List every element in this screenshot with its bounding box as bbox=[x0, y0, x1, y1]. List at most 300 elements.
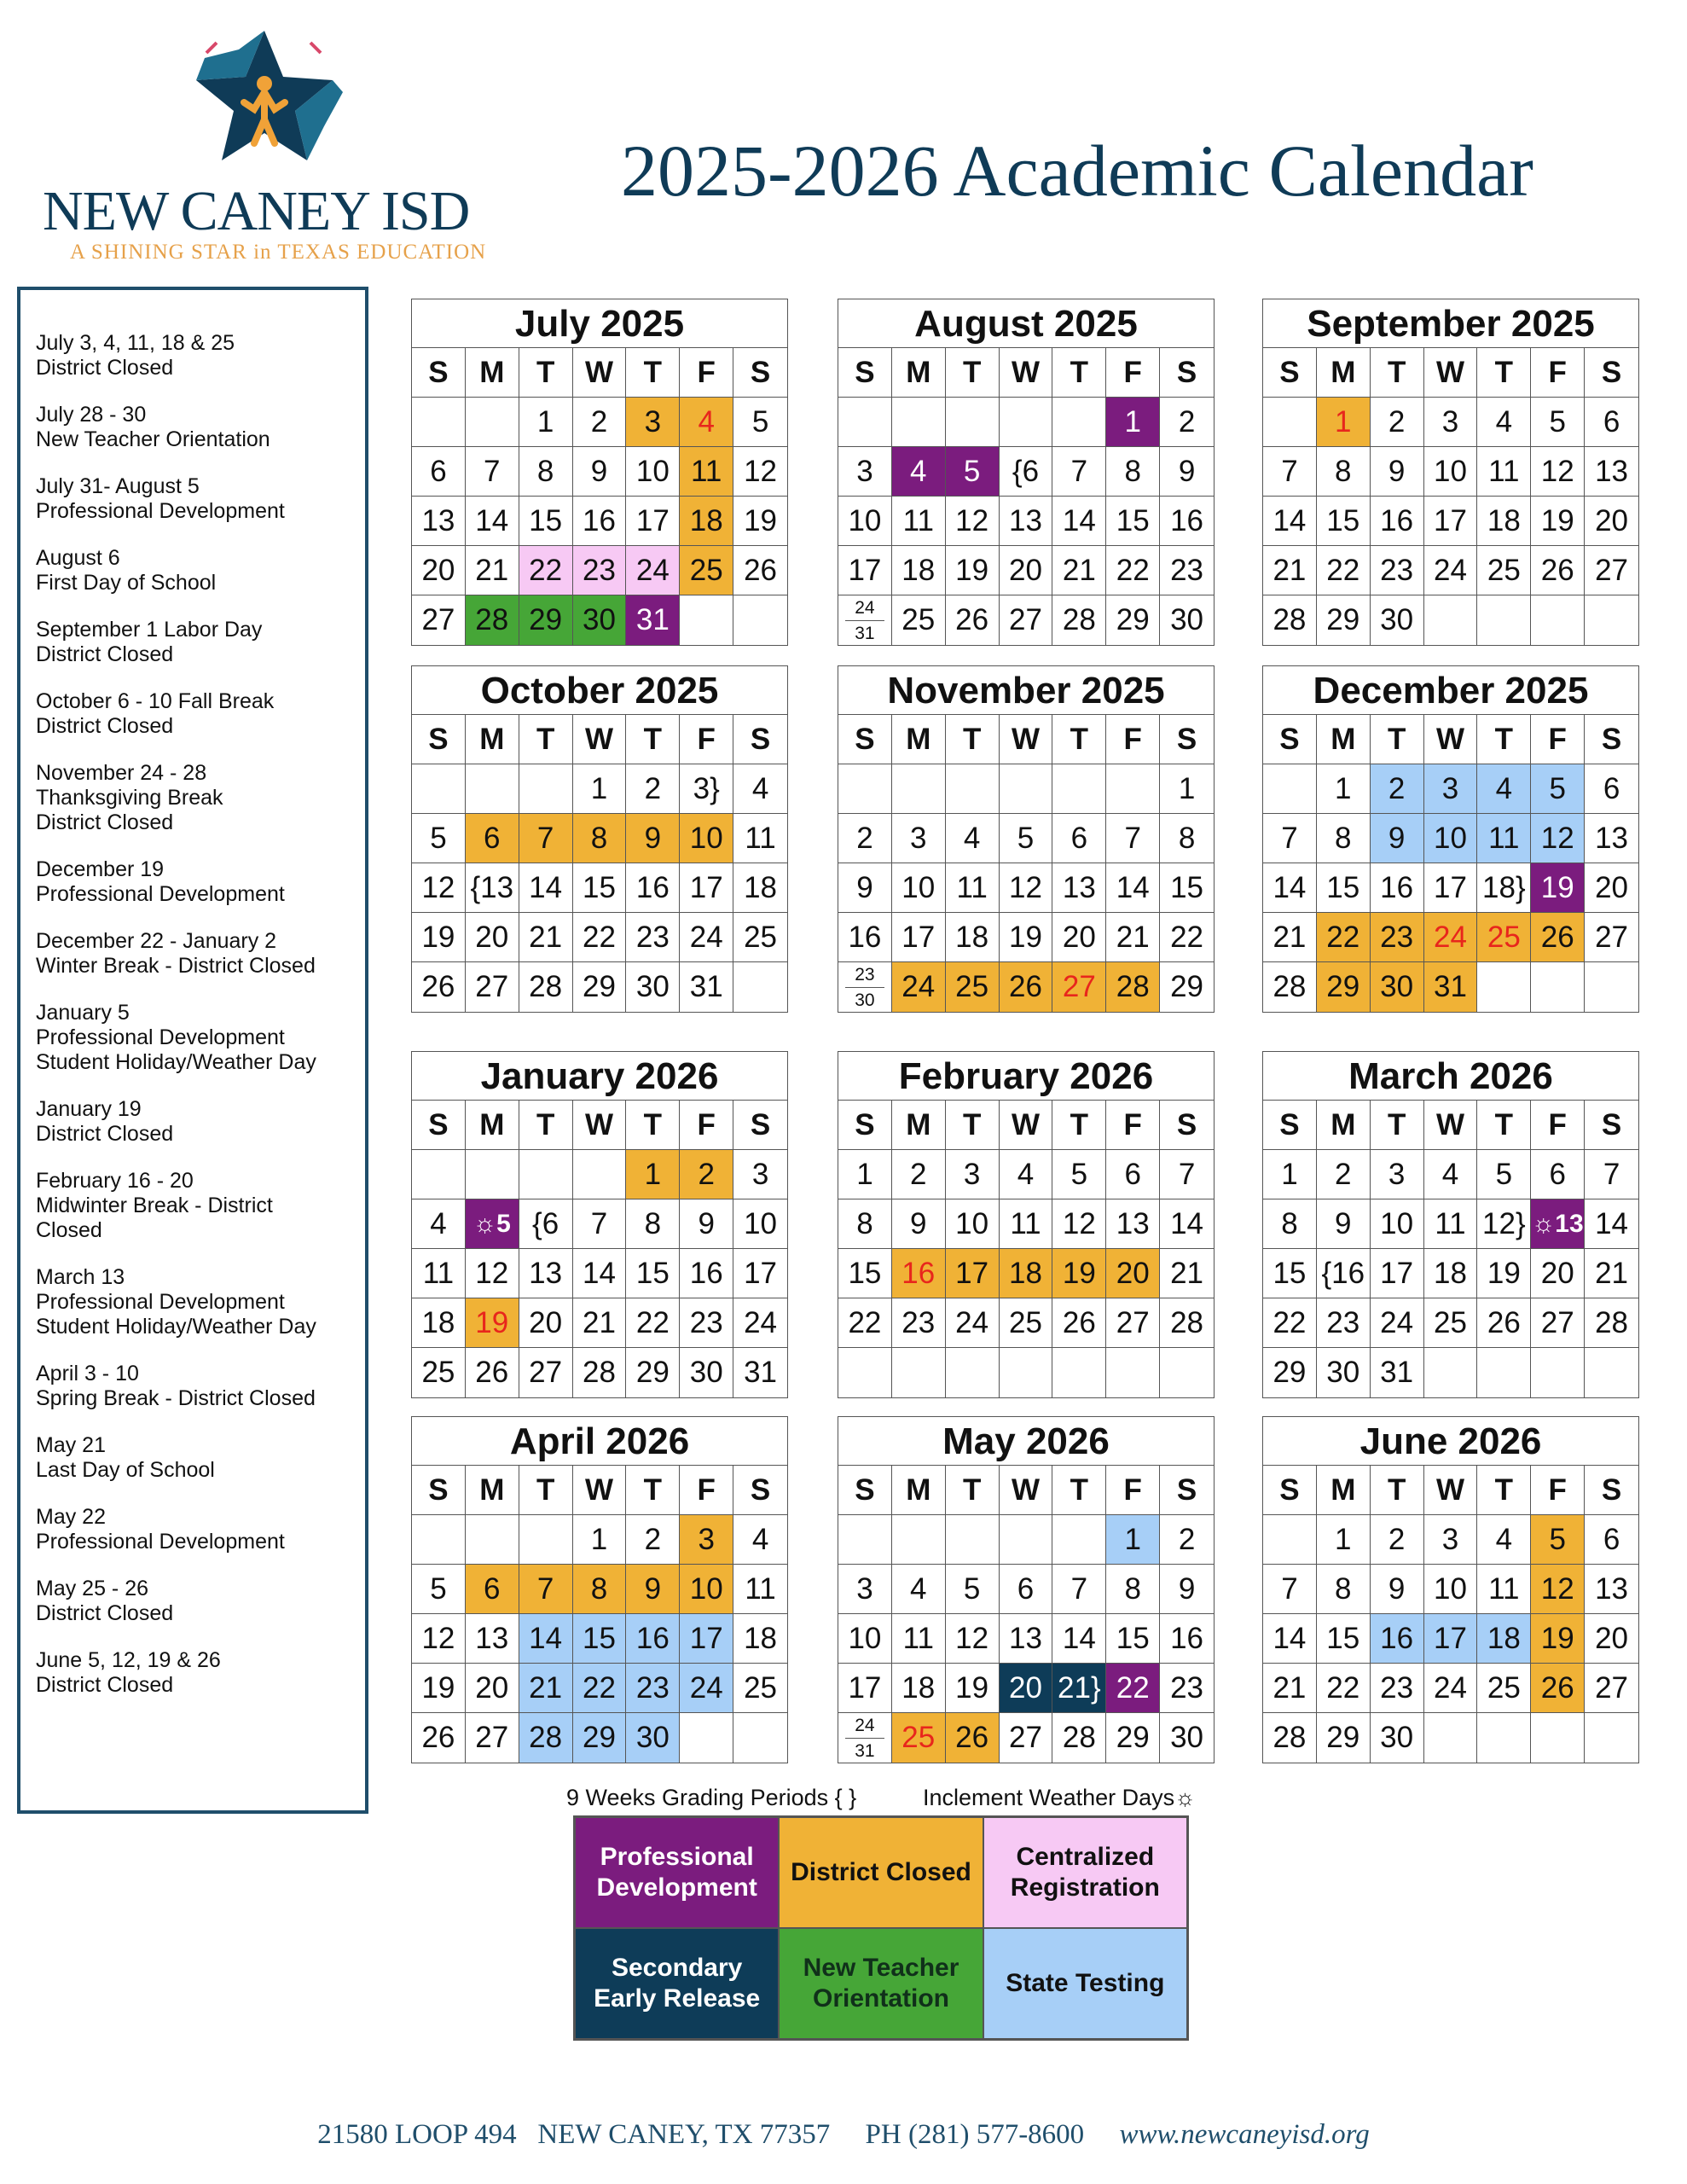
event-date: February 16 - 20 bbox=[36, 1169, 194, 1193]
empty-day-cell bbox=[412, 1515, 466, 1565]
day-cell: 7 bbox=[1052, 1565, 1106, 1614]
empty-day-cell bbox=[946, 764, 1000, 814]
event-date: December 22 - January 2 bbox=[36, 929, 277, 953]
empty-day-cell bbox=[733, 1713, 787, 1763]
footer-phone: PH (281) 577-8600 bbox=[865, 2119, 1085, 2150]
day-cell: 21 bbox=[1052, 546, 1106, 595]
month-calendar bbox=[411, 1416, 788, 1763]
day-cell: 28 bbox=[466, 595, 519, 645]
weekday-header: F bbox=[1106, 1466, 1160, 1515]
day-cell: 6 bbox=[466, 1565, 519, 1614]
day-cell: 18 bbox=[1477, 497, 1531, 546]
legend-item: New Teacher Orientation bbox=[779, 1928, 983, 2039]
day-cell: 20 bbox=[466, 1664, 519, 1713]
weekday-header: W bbox=[1000, 348, 1053, 398]
weekday-header: T bbox=[1052, 1466, 1106, 1515]
weekday-header: W bbox=[573, 1101, 627, 1150]
event-date: July 3, 4, 11, 18 & 25 bbox=[36, 331, 235, 355]
empty-day-cell bbox=[1424, 1713, 1478, 1763]
event-date: December 19 bbox=[36, 857, 165, 881]
day-cell: 9 bbox=[1371, 1565, 1424, 1614]
day-cell: 31 bbox=[744, 1356, 778, 1389]
event-description: District Closed bbox=[36, 1601, 174, 1625]
day-cell: 27 bbox=[466, 1713, 519, 1763]
empty-day-cell bbox=[1585, 595, 1638, 645]
weekday-header: T bbox=[626, 1101, 680, 1150]
empty-day-cell bbox=[1160, 1348, 1214, 1397]
day-cell: 14 bbox=[1263, 1614, 1317, 1664]
empty-day-cell bbox=[1000, 764, 1053, 814]
empty-day-cell bbox=[946, 398, 1000, 447]
day-cell: 18 bbox=[412, 1298, 466, 1348]
weekday-header: F bbox=[1106, 715, 1160, 764]
empty-day-cell bbox=[1263, 764, 1317, 814]
day-cell: 27 bbox=[1585, 913, 1638, 962]
weekday-header: M bbox=[466, 1466, 519, 1515]
month-title: April 2026 bbox=[412, 1417, 787, 1466]
event-date: November 24 - 28 bbox=[36, 761, 207, 785]
day-cell: 16 bbox=[1160, 1614, 1214, 1664]
day-cell: 26 bbox=[1531, 546, 1585, 595]
day-cell: 23 bbox=[1371, 1664, 1424, 1713]
day-divider bbox=[845, 620, 884, 621]
footer-address: 21580 LOOP 494 NEW CANEY, TX 77357 bbox=[317, 2119, 831, 2150]
day-cell: 8 bbox=[519, 447, 573, 497]
day-cell: 24 bbox=[946, 1298, 1000, 1348]
day-cell: 23 bbox=[1371, 546, 1424, 595]
day-cell: 27 bbox=[1106, 1298, 1160, 1348]
day-number: 31 bbox=[855, 1741, 875, 1761]
day-cell: 16 bbox=[1160, 497, 1214, 546]
weekday-header: S bbox=[733, 348, 787, 398]
month-title: November 2025 bbox=[838, 666, 1214, 715]
weekday-header: T bbox=[519, 1101, 573, 1150]
day-cell: 4 bbox=[892, 447, 946, 497]
weekday-header: T bbox=[1371, 715, 1424, 764]
day-cell: 23 bbox=[1371, 913, 1424, 962]
day-cell: 31 bbox=[1424, 962, 1478, 1012]
day-cell: 17 bbox=[892, 913, 946, 962]
weekday-header: W bbox=[1424, 1466, 1478, 1515]
day-cell: 23 bbox=[892, 1298, 946, 1348]
day-cell: 28 bbox=[1263, 595, 1317, 645]
empty-day-cell bbox=[1531, 1713, 1585, 1763]
day-cell: 2 bbox=[626, 1515, 680, 1565]
empty-day-cell bbox=[892, 1515, 946, 1565]
day-cell: 4 bbox=[733, 1515, 787, 1565]
day-cell: 24 bbox=[892, 962, 946, 1012]
weekday-header: S bbox=[733, 1466, 787, 1515]
day-cell: 17 bbox=[838, 546, 892, 595]
empty-day-cell bbox=[892, 1348, 946, 1397]
day-cell: 29 bbox=[573, 962, 627, 1012]
footer-website[interactable]: www.newcaneyisd.org bbox=[1119, 2119, 1370, 2150]
weekday-header: T bbox=[1477, 715, 1531, 764]
day-cell: 31 bbox=[680, 962, 733, 1012]
day-cell: 18 bbox=[733, 863, 787, 913]
month-grid bbox=[412, 1466, 787, 1763]
day-cell: 18 bbox=[1424, 1249, 1478, 1298]
day-cell: 25 bbox=[946, 962, 1000, 1012]
weekday-header: T bbox=[1371, 348, 1424, 398]
page-title: 2025-2026 Academic Calendar bbox=[621, 130, 1533, 212]
day-cell: 7 bbox=[519, 1565, 573, 1614]
day-cell: 2 bbox=[573, 398, 627, 447]
day-cell: 14 bbox=[573, 1249, 627, 1298]
day-cell: 8 bbox=[1106, 447, 1160, 497]
day-cell: 24 bbox=[733, 1298, 787, 1348]
star-logo-icon bbox=[154, 24, 375, 177]
event-description: Professional Development bbox=[36, 499, 285, 523]
important-date-entry bbox=[36, 474, 357, 524]
day-cell: 22 bbox=[1317, 913, 1371, 962]
weekday-header: M bbox=[892, 1466, 946, 1515]
empty-day-cell bbox=[466, 398, 519, 447]
day-cell: 20 bbox=[519, 1298, 573, 1348]
footer-contact bbox=[0, 2119, 1687, 2151]
day-cell: 10 bbox=[1424, 1565, 1478, 1614]
day-cell: 19 bbox=[733, 497, 787, 546]
weekday-header: W bbox=[573, 715, 627, 764]
day-cell: 14 bbox=[1052, 497, 1106, 546]
weekday-header: S bbox=[1263, 1101, 1317, 1150]
day-cell: 9 bbox=[1160, 1565, 1214, 1614]
day-cell: 17 bbox=[680, 1614, 733, 1664]
day-cell: 26 bbox=[466, 1348, 519, 1397]
day-cell: 11 bbox=[892, 497, 946, 546]
day-cell: 30 bbox=[626, 1713, 680, 1763]
day-cell: 25 bbox=[1424, 1298, 1478, 1348]
empty-day-cell bbox=[838, 398, 892, 447]
day-cell: 6 bbox=[1531, 1150, 1585, 1199]
weekday-header: S bbox=[1160, 1101, 1214, 1150]
day-cell: 5 bbox=[1531, 764, 1585, 814]
day-cell: 1 bbox=[1317, 764, 1371, 814]
day-cell: 3 bbox=[1424, 398, 1478, 447]
important-date-entry bbox=[36, 1001, 357, 1075]
day-cell: 4 bbox=[1000, 1150, 1053, 1199]
weekday-header: F bbox=[1106, 348, 1160, 398]
event-description: Closed bbox=[36, 1218, 102, 1242]
day-cell: 10 bbox=[1371, 1199, 1424, 1249]
month-grid bbox=[1263, 348, 1638, 645]
day-cell: 7 bbox=[1585, 1150, 1638, 1199]
day-cell: 18 bbox=[1000, 1249, 1053, 1298]
day-cell: 22 bbox=[1263, 1298, 1317, 1348]
day-cell: 20 bbox=[1585, 1614, 1638, 1664]
empty-day-cell bbox=[1531, 595, 1585, 645]
empty-day-cell bbox=[519, 764, 573, 814]
day-cell: 25 bbox=[892, 1713, 946, 1763]
day-cell: 23 bbox=[626, 913, 680, 962]
day-cell: 13 bbox=[1052, 863, 1106, 913]
day-cell: 14 bbox=[1160, 1199, 1214, 1249]
day-cell: 14 bbox=[1052, 1614, 1106, 1664]
important-date-entry bbox=[36, 1362, 357, 1411]
month-calendar bbox=[838, 1051, 1215, 1398]
day-cell: 17 bbox=[1424, 863, 1478, 913]
event-date: January 19 bbox=[36, 1097, 142, 1121]
month-grid bbox=[838, 1466, 1214, 1763]
weekday-header: M bbox=[1317, 1101, 1371, 1150]
day-cell: 12 bbox=[733, 447, 787, 497]
day-cell: 8 bbox=[1160, 814, 1214, 863]
day-cell: 3 bbox=[733, 1150, 787, 1199]
event-description: District Closed bbox=[36, 1122, 174, 1146]
day-cell: 29 bbox=[1263, 1348, 1317, 1397]
day-cell: 23 bbox=[573, 546, 627, 595]
empty-day-cell bbox=[466, 1515, 519, 1565]
legend-item: Professional Development bbox=[575, 1817, 779, 1928]
day-cell: 13 bbox=[466, 1614, 519, 1664]
event-date: September 1 Labor Day bbox=[36, 618, 263, 642]
day-cell: 11 bbox=[1000, 1199, 1053, 1249]
empty-day-cell bbox=[1585, 1348, 1638, 1397]
shared-day-cell bbox=[838, 962, 892, 1012]
day-cell: 31 bbox=[626, 595, 680, 645]
day-cell: 28 bbox=[519, 1713, 573, 1763]
day-cell: {16 bbox=[1317, 1249, 1371, 1298]
month-grid bbox=[412, 1101, 787, 1397]
day-cell: 24 bbox=[626, 546, 680, 595]
day-cell: 25 bbox=[1477, 913, 1531, 962]
day-cell: 28 bbox=[1106, 962, 1160, 1012]
day-cell: 19 bbox=[1531, 863, 1585, 913]
day-cell: 1 bbox=[1160, 764, 1214, 814]
day-cell: 3 bbox=[838, 447, 892, 497]
day-divider bbox=[845, 987, 884, 988]
day-cell: 18 bbox=[892, 1664, 946, 1713]
weekday-header: T bbox=[946, 348, 1000, 398]
day-cell: 13 bbox=[1585, 447, 1638, 497]
empty-day-cell bbox=[892, 764, 946, 814]
day-cell: 30 bbox=[573, 595, 627, 645]
day-cell: 9 bbox=[838, 863, 892, 913]
day-cell: 10 bbox=[680, 1565, 733, 1614]
important-date-entry bbox=[36, 761, 357, 835]
weekday-header: M bbox=[1317, 715, 1371, 764]
day-cell: 29 bbox=[1317, 1713, 1371, 1763]
day-cell: 4 bbox=[1477, 398, 1531, 447]
day-cell: 15 bbox=[519, 497, 573, 546]
day-cell: 15 bbox=[1106, 1614, 1160, 1664]
day-cell: 22 bbox=[1160, 913, 1214, 962]
day-cell: 18 bbox=[733, 1614, 787, 1664]
empty-day-cell bbox=[1424, 1348, 1478, 1397]
day-cell: ☼13 bbox=[1531, 1199, 1585, 1249]
day-cell: 26 bbox=[412, 1713, 466, 1763]
empty-day-cell bbox=[1106, 1348, 1160, 1397]
empty-day-cell bbox=[1585, 962, 1638, 1012]
day-cell: {6 bbox=[519, 1199, 573, 1249]
day-cell: 10 bbox=[838, 497, 892, 546]
day-cell: 22 bbox=[519, 546, 573, 595]
day-cell: 23 bbox=[1160, 546, 1214, 595]
month-title: December 2025 bbox=[1263, 666, 1638, 715]
day-cell: 22 bbox=[1106, 546, 1160, 595]
day-cell: 20 bbox=[1531, 1249, 1585, 1298]
weekday-header: T bbox=[1477, 1466, 1531, 1515]
day-cell: 20 bbox=[1585, 863, 1638, 913]
day-cell: 16 bbox=[1371, 863, 1424, 913]
month-calendar bbox=[411, 665, 788, 1013]
empty-day-cell bbox=[1052, 1515, 1106, 1565]
day-cell: 6 bbox=[412, 447, 466, 497]
day-cell: 7 bbox=[1263, 814, 1317, 863]
day-cell: 17 bbox=[838, 1664, 892, 1713]
day-cell: 1 bbox=[573, 764, 627, 814]
month-title: May 2026 bbox=[838, 1417, 1214, 1466]
day-number: 31 bbox=[855, 624, 875, 643]
day-cell: 1 bbox=[573, 1515, 627, 1565]
day-cell: 15 bbox=[1317, 863, 1371, 913]
event-description: Midwinter Break - District bbox=[36, 1194, 273, 1217]
day-cell: 5 bbox=[412, 1565, 466, 1614]
month-calendar bbox=[838, 665, 1215, 1013]
weekday-header: S bbox=[838, 348, 892, 398]
weekday-header: S bbox=[1585, 715, 1638, 764]
day-cell: 5 bbox=[1477, 1150, 1531, 1199]
day-cell: 1 bbox=[1317, 398, 1371, 447]
day-cell: 18 bbox=[680, 497, 733, 546]
day-cell: 8 bbox=[838, 1199, 892, 1249]
day-cell: 4 bbox=[680, 398, 733, 447]
weekday-header: S bbox=[412, 1466, 466, 1515]
event-date: May 21 bbox=[36, 1433, 106, 1457]
day-cell: 25 bbox=[733, 913, 787, 962]
day-cell: 23 bbox=[680, 1298, 733, 1348]
empty-day-cell bbox=[733, 595, 787, 645]
day-cell: 13 bbox=[1000, 497, 1053, 546]
event-description: Student Holiday/Weather Day bbox=[36, 1050, 316, 1074]
day-cell: 29 bbox=[626, 1348, 680, 1397]
important-date-entry bbox=[36, 331, 357, 380]
day-cell: 3 bbox=[838, 1565, 892, 1614]
day-cell: 21 bbox=[1263, 1664, 1317, 1713]
day-cell: 17 bbox=[1424, 1614, 1478, 1664]
important-date-entry bbox=[36, 618, 357, 667]
event-date: June 5, 12, 19 & 26 bbox=[36, 1648, 221, 1672]
day-cell: 19 bbox=[1531, 1614, 1585, 1664]
day-cell: 28 bbox=[1263, 962, 1317, 1012]
day-cell: 22 bbox=[573, 913, 627, 962]
day-cell: 10 bbox=[1424, 447, 1478, 497]
day-cell: 12 bbox=[466, 1249, 519, 1298]
weekday-header: W bbox=[573, 348, 627, 398]
shared-day-cell bbox=[838, 1713, 892, 1763]
empty-day-cell bbox=[412, 398, 466, 447]
day-cell: 27 bbox=[1585, 1664, 1638, 1713]
day-cell: 1 bbox=[626, 1150, 680, 1199]
logo-wordmark: NEW CANEY ISD bbox=[43, 180, 470, 242]
weekday-header: M bbox=[1317, 1466, 1371, 1515]
day-cell: 26 bbox=[733, 546, 787, 595]
day-cell: 22 bbox=[1317, 546, 1371, 595]
empty-day-cell bbox=[412, 764, 466, 814]
weekday-header: W bbox=[1424, 715, 1478, 764]
day-cell: 11 bbox=[733, 1565, 787, 1614]
day-cell: 13 bbox=[1000, 1614, 1053, 1664]
day-cell: 26 bbox=[1477, 1298, 1531, 1348]
month-title: January 2026 bbox=[412, 1052, 787, 1101]
day-cell: 28 bbox=[1052, 1713, 1106, 1763]
empty-day-cell bbox=[412, 1150, 466, 1199]
day-cell: 2 bbox=[1160, 1515, 1214, 1565]
event-description: District Closed bbox=[36, 642, 174, 666]
weekday-header: F bbox=[680, 1466, 733, 1515]
day-cell: 27 bbox=[412, 595, 466, 645]
weekday-header: F bbox=[680, 348, 733, 398]
day-cell: 4 bbox=[412, 1199, 466, 1249]
weekday-header: M bbox=[892, 348, 946, 398]
day-cell: 23 bbox=[626, 1664, 680, 1713]
event-description: Professional Development bbox=[36, 882, 285, 906]
day-cell: 17 bbox=[946, 1249, 1000, 1298]
day-cell: 5 bbox=[1531, 398, 1585, 447]
weekday-header: M bbox=[892, 1101, 946, 1150]
day-cell: 26 bbox=[946, 595, 1000, 645]
day-cell: 8 bbox=[1263, 1199, 1317, 1249]
legend-item: State Testing bbox=[983, 1928, 1187, 2039]
day-cell: 25 bbox=[892, 595, 946, 645]
weekday-header: W bbox=[1424, 1101, 1478, 1150]
day-cell: 28 bbox=[1585, 1298, 1638, 1348]
month-calendar bbox=[838, 1416, 1215, 1763]
empty-day-cell bbox=[1585, 1713, 1638, 1763]
day-cell: 21 bbox=[1585, 1249, 1638, 1298]
event-description: First Day of School bbox=[36, 571, 217, 595]
weekday-header: S bbox=[1160, 715, 1214, 764]
day-cell: 12 bbox=[946, 1614, 1000, 1664]
day-cell: 2 bbox=[680, 1150, 733, 1199]
day-cell: 24 bbox=[1371, 1298, 1424, 1348]
day-cell: 29 bbox=[1106, 1713, 1160, 1763]
day-cell: 9 bbox=[1317, 1199, 1371, 1249]
day-cell: 12 bbox=[1531, 814, 1585, 863]
day-cell: 15 bbox=[626, 1249, 680, 1298]
day-cell: 23 bbox=[1317, 1298, 1371, 1348]
day-cell: 11 bbox=[733, 814, 787, 863]
day-cell: 10 bbox=[1424, 814, 1478, 863]
day-cell: 12 bbox=[1531, 1565, 1585, 1614]
day-cell: 17 bbox=[1424, 497, 1478, 546]
weekday-header: W bbox=[1424, 348, 1478, 398]
day-cell: 5 bbox=[1531, 1515, 1585, 1565]
day-cell: 2 bbox=[1371, 764, 1424, 814]
day-cell: 7 bbox=[1052, 447, 1106, 497]
day-cell: 19 bbox=[1000, 913, 1053, 962]
day-cell: 10 bbox=[892, 863, 946, 913]
day-cell: 3 bbox=[946, 1150, 1000, 1199]
weekday-header: F bbox=[1531, 348, 1585, 398]
day-cell: 24 bbox=[1424, 546, 1478, 595]
day-cell: 20 bbox=[1106, 1249, 1160, 1298]
day-cell: 13 bbox=[1106, 1199, 1160, 1249]
weekday-header: M bbox=[466, 348, 519, 398]
important-date-entry bbox=[36, 1097, 357, 1147]
day-cell: 30 bbox=[1371, 1713, 1424, 1763]
weekday-header: T bbox=[1371, 1101, 1424, 1150]
day-cell: 1 bbox=[1106, 1515, 1160, 1565]
day-cell: 15 bbox=[1160, 863, 1214, 913]
day-cell: 16 bbox=[573, 497, 627, 546]
day-cell: 27 bbox=[466, 962, 519, 1012]
day-cell: 27 bbox=[1052, 962, 1106, 1012]
day-cell: 18 bbox=[1477, 1614, 1531, 1664]
day-cell: 26 bbox=[1531, 1664, 1585, 1713]
day-cell: 11 bbox=[1477, 447, 1531, 497]
day-cell: 5 bbox=[733, 398, 787, 447]
